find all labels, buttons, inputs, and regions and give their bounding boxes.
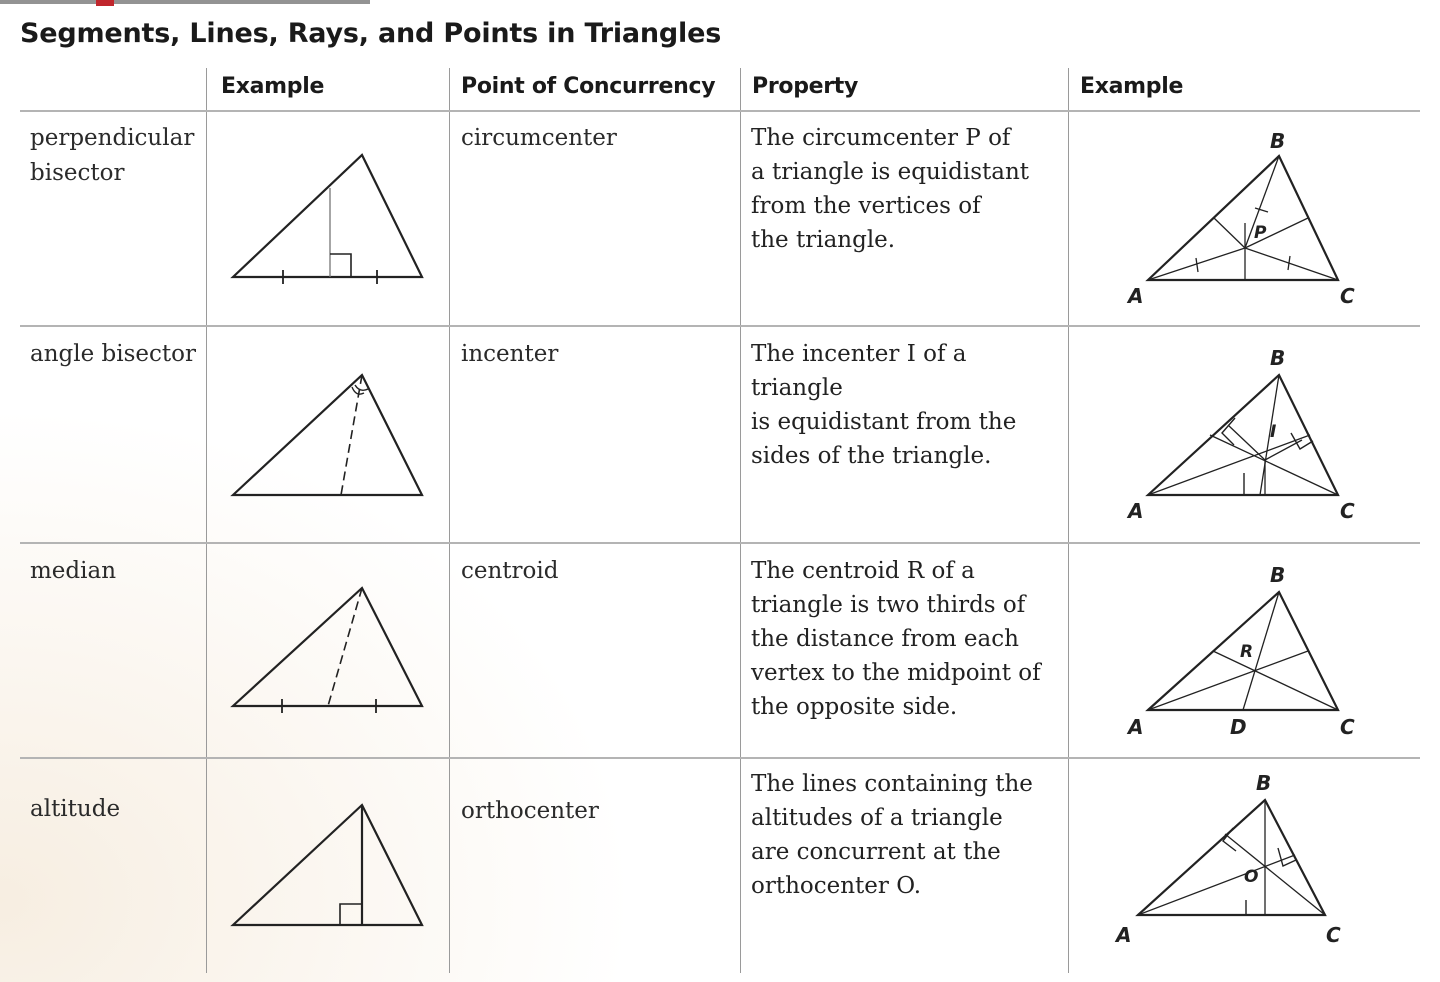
column-divider-2 (449, 68, 450, 973)
column-divider-3 (740, 68, 741, 973)
vertex-label-a: A (1116, 923, 1132, 947)
term-angle-bisector: angle bisector (30, 341, 196, 367)
point-orthocenter: orthocenter (461, 798, 599, 824)
vertex-label-c: C (1340, 499, 1355, 523)
term-altitude: altitude (30, 796, 121, 822)
altitude-figure (215, 775, 440, 975)
page-title: Segments, Lines, Rays, and Points in Triangles (20, 18, 722, 49)
header-example-2: Example (1080, 74, 1184, 99)
point-label-o: O (1244, 867, 1259, 887)
point-centroid: centroid (461, 558, 559, 584)
column-divider-1 (206, 68, 207, 973)
vertex-label-b: B (1270, 346, 1286, 370)
median-figure (215, 560, 440, 760)
header-example: Example (221, 74, 325, 99)
point-incenter: incenter (461, 341, 559, 367)
point-circumcenter: circumcenter (461, 125, 617, 151)
header-point-of-concurrency: Point of Concurrency (461, 74, 716, 99)
property-orthocenter: The lines containing the altitudes of a triangle are concurrent at the orthocenter O. (751, 771, 1033, 899)
header-property: Property (752, 74, 859, 99)
vertex-label-b: B (1270, 129, 1286, 153)
property-circumcenter: The circumcenter P of a triangle is equidistant from the vertices of the triangle. (751, 125, 1030, 253)
vertex-label-c: C (1340, 715, 1355, 739)
header-rule (20, 110, 1420, 112)
vertex-label-c: C (1340, 284, 1355, 308)
top-accent (96, 0, 114, 6)
point-label-d: D (1230, 715, 1247, 739)
property-incenter: The incenter I of a triangle is equidistant from the sides of the triangle. (751, 341, 1017, 469)
incenter-diagram (1110, 345, 1370, 545)
vertex-label-c: C (1326, 923, 1341, 947)
vertex-label-a: A (1128, 715, 1144, 739)
circumcenter-diagram (1110, 128, 1370, 328)
vertex-label-a: A (1128, 499, 1144, 523)
term-median: median (30, 558, 117, 584)
term-perpendicular-bisector: perpendicular bisector (30, 125, 195, 186)
point-label-p: P (1254, 223, 1267, 243)
vertex-label-b: B (1270, 563, 1286, 587)
vertex-label-a: A (1128, 284, 1144, 308)
centroid-diagram (1110, 562, 1370, 762)
top-rule (0, 0, 370, 4)
vertex-label-b: B (1256, 771, 1272, 795)
angle-bisector-figure (215, 345, 440, 545)
property-centroid: The centroid R of a triangle is two thirds of the distance from each vertex to the midpoint of the opposite side. (751, 558, 1041, 720)
point-label-i: I (1270, 422, 1277, 442)
top-decoration (0, 0, 1440, 6)
point-label-r: R (1240, 642, 1254, 662)
column-divider-4 (1068, 68, 1069, 973)
perpendicular-bisector-figure (215, 130, 440, 330)
orthocenter-diagram (1110, 770, 1370, 970)
